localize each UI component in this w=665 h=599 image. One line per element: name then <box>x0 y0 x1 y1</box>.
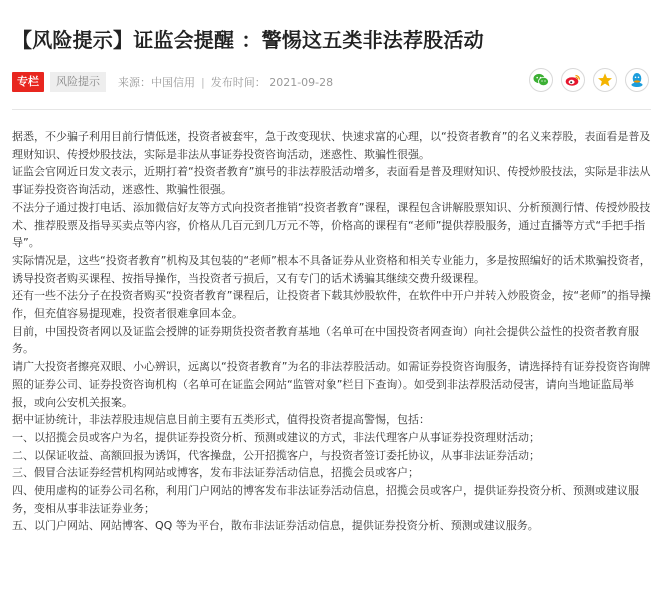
qq-icon[interactable] <box>625 68 649 92</box>
meta-separator: | <box>201 76 205 89</box>
share-bar <box>529 68 649 92</box>
article-source-line <box>118 74 333 90</box>
article-paragraph: 不法分子通过拨打电话、添加微信好友等方式向投资者推销“投资者教育”课程，课程包含讲解股票知识、分析预测行情、传授炒股技术、推荐股票及指导买卖点等内容，价格从几百元到几万元不等，价格高的课程有“老师”提供荐股服务，通过直播等方式“手把手指导”。 <box>12 200 651 250</box>
article-list-item: 三、假冒合法证券经营机构网站或博客，发布非法证券活动信息，招揽会员或客户； <box>12 466 419 480</box>
article-paragraph: 目前，中国投资者网以及证监会授牌的证券期货投资者教育基地（名单可在中国投资者网查询）向社会提供公益性的投资者教育服务。 <box>12 324 639 356</box>
weibo-icon[interactable] <box>561 68 585 92</box>
article-paragraph: 证监会官网近日发文表示，近期打着“投资者教育”旗号的非法荐股活动增多，表面看是普及理财知识、传授炒股技法，实际是非法从事证券投资咨询活动，迷惑性、欺骗性很强。 <box>12 165 651 197</box>
qzone-icon[interactable] <box>593 68 617 92</box>
article-paragraph: 实际情况是，这些“投资者教育”机构及其包装的“老师”根本不具备证券从业资格和相关专业能力，多是按照编好的话术欺骗投资者，诱导投资者购买课程、按指导操作，当投资者亏损后，又有专门的话术诱骗其继续交费升级课程。 <box>12 253 651 285</box>
article-source: 来源：中国信用 <box>118 76 195 89</box>
article-paragraph: 请广大投资者擦亮双眼、小心辨识，远离以“投资者教育”为名的非法荐股活动。如需证券投资咨询服务，请选择持有证券投资咨询牌照的证券公司、证券投资咨询机构（名单可在证监会网站“监管对象”栏目下查询）。如受到非法荐股活动侵害，请向当地证监局举报，或向公安机关报案。 <box>12 360 651 409</box>
category-tag[interactable]: 专栏 <box>12 72 44 92</box>
article-list-item: 五、以门户网站、网站博客、QQ 等为平台，散布非法证券活动信息，提供证券投资分析、预测或建议服务。 <box>12 519 539 533</box>
header-divider <box>12 109 651 110</box>
article-title: 【风险提示】证监会提醒 ：警惕这五类非法荐股活动 <box>12 28 484 52</box>
article-list-item: 四、使用虚构的证券公司名称，利用门户网站的博客发布非法证券活动信息，招揽会员或客户，提供证券投资分析、预测或建议服务，变相从事非法证券业务； <box>12 484 639 515</box>
wechat-icon[interactable] <box>529 68 553 92</box>
article-paragraph: 据悉，不少骗子利用目前行情低迷，投资者被套牢，急于改变现状、快速求富的心理，以“投资者教育”的名义来荐股，表面看是普及理财知识、传授炒股技法，实际是非法从事证券投资咨询活动，迷惑性、欺骗性很强。 <box>12 130 651 161</box>
article-list-item: 二、以保证收益、高额回报为诱饵，代客操盘，公开招揽客户，与投资者签订委托协议，从事非法证券活动； <box>12 448 540 462</box>
article-meta <box>12 71 651 93</box>
article-body <box>12 128 651 535</box>
topic-tag[interactable]: 风险提示 <box>50 72 106 92</box>
article-list-item: 一、以招揽会员或客户为名，提供证券投资分析、预测或建议的方式，非法代理客户从事证券投资理财活动； <box>12 430 540 444</box>
article-paragraph: 据中证协统计，非法荐股违规信息目前主要有五类形式，值得投资者提高警惕，包括： <box>12 413 430 427</box>
article-paragraph: 还有一些不法分子在投资者购买“投资者教育”课程后，让投资者下载其炒股软件，在软件中开户并转入炒股资金，按“老师”的指导操作，但充值容易提现难，投资者很难拿回本金。 <box>12 289 651 321</box>
publish-time: 发布时间： 2021-09-28 <box>210 76 334 89</box>
